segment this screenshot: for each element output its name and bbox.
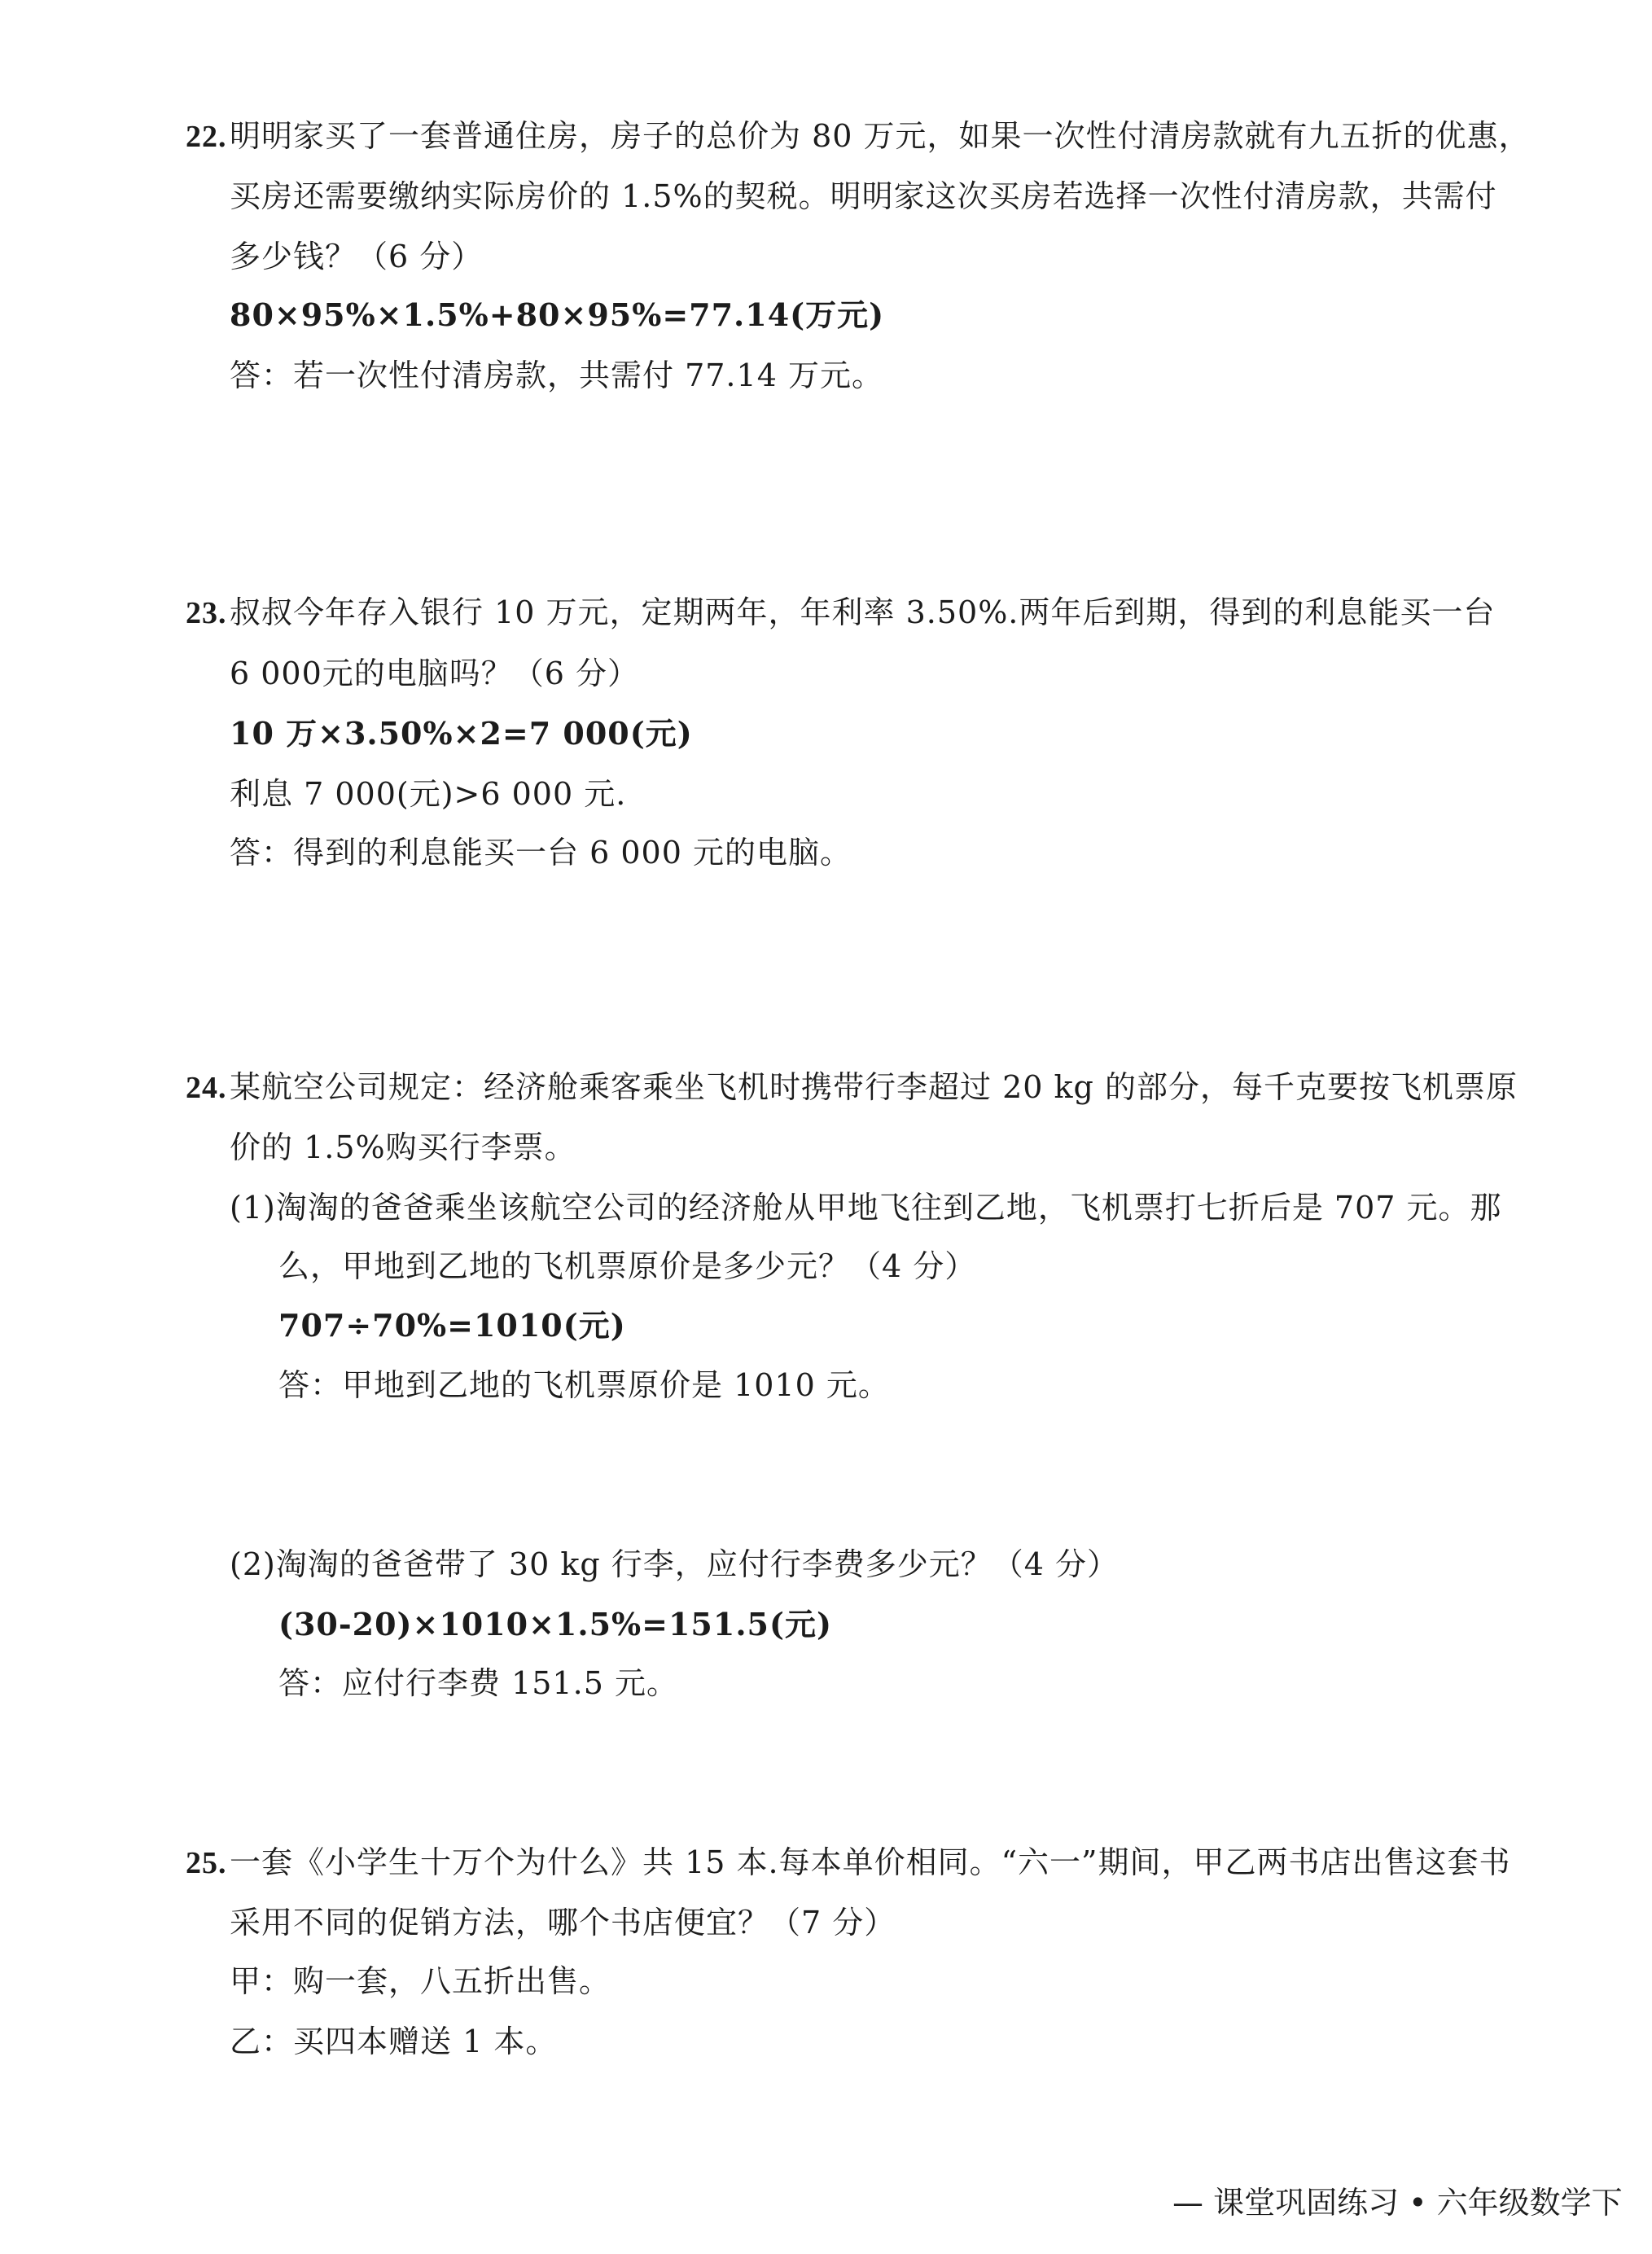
question-23-text-line1: 叔叔今年存入银行 10 万元，定期两年，年利率 3.50%.两年后到期，得到的利息能买一台 bbox=[230, 594, 1496, 630]
question-25-text-line2: 采用不同的促销方法，哪个书店便宜？（7 分） bbox=[230, 1905, 896, 1940]
page-footer: — 课堂巩固练习 • 六年级数学下 bbox=[1172, 2185, 1623, 2221]
question-24-text-line2: 价的 1.5%购买行李票。 bbox=[230, 1129, 576, 1165]
question-24-part1-answer: 答：甲地到乙地的飞机票原价是 1010 元。 bbox=[278, 1367, 890, 1403]
question-24-part1-line1: (1)淘淘的爸爸乘坐该航空公司的经济舱从甲地飞往到乙地，飞机票打七折后是 707 元。那 bbox=[230, 1190, 1502, 1226]
question-24-part2-line1: (2)淘淘的爸爸带了 30 kg 行李，应付行李费多少元？（4 分） bbox=[230, 1546, 1120, 1582]
question-22-text-line2: 买房还需要缴纳实际房价的 1.5%的契税。明明家这次买房若选择一次性付清房款，共需付 bbox=[230, 178, 1497, 214]
question-25-number: 25. bbox=[186, 1846, 227, 1880]
question-25-option-a: 甲：购一套，八五折出售。 bbox=[230, 1963, 611, 1999]
question-23-answer: 答：得到的利息能买一台 6 000 元的电脑。 bbox=[230, 835, 852, 870]
question-22-text-line1: 明明家买了一套普通住房，房子的总价为 80 万元，如果一次性付清房款就有九五折的优惠， bbox=[230, 118, 1531, 154]
question-22-answer: 答：若一次性付清房款，共需付 77.14 万元。 bbox=[230, 357, 883, 393]
question-24-part2-calculation: (30-20)×1010×1.5%=151.5(元) bbox=[278, 1606, 832, 1642]
question-25-text-line1: 一套《小学生十万个为什么》共 15 本.每本单价相同。“六一”期间，甲乙两书店出售这套书 bbox=[230, 1844, 1511, 1880]
question-24-part1-line2: 么，甲地到乙地的飞机票原价是多少元？（4 分） bbox=[278, 1248, 977, 1284]
question-23-number: 23. bbox=[186, 596, 227, 630]
question-22-text-line3: 多少钱？（6 分） bbox=[230, 239, 484, 274]
question-23-comparison: 利息 7 000(元)>6 000 元. bbox=[230, 776, 627, 812]
question-23-calculation: 10 万×3.50%×2=7 000(元) bbox=[230, 715, 693, 752]
question-22-number: 22. bbox=[186, 120, 227, 154]
question-23-text-line2: 6 000元的电脑吗？（6 分） bbox=[230, 656, 640, 691]
question-24-number: 24. bbox=[186, 1071, 227, 1105]
question-25-option-b: 乙：买四本赠送 1 本。 bbox=[230, 2024, 558, 2059]
question-24-part1-calculation: 707÷70%=1010(元) bbox=[278, 1307, 626, 1344]
question-24-part2-answer: 答：应付行李费 151.5 元。 bbox=[278, 1665, 678, 1701]
question-24-text-line1: 某航空公司规定：经济舱乘客乘坐飞机时携带行李超过 20 kg 的部分，每千克要按飞机票原 bbox=[230, 1069, 1518, 1105]
question-22-calculation: 80×95%×1.5%+80×95%=77.14(万元) bbox=[230, 296, 885, 333]
